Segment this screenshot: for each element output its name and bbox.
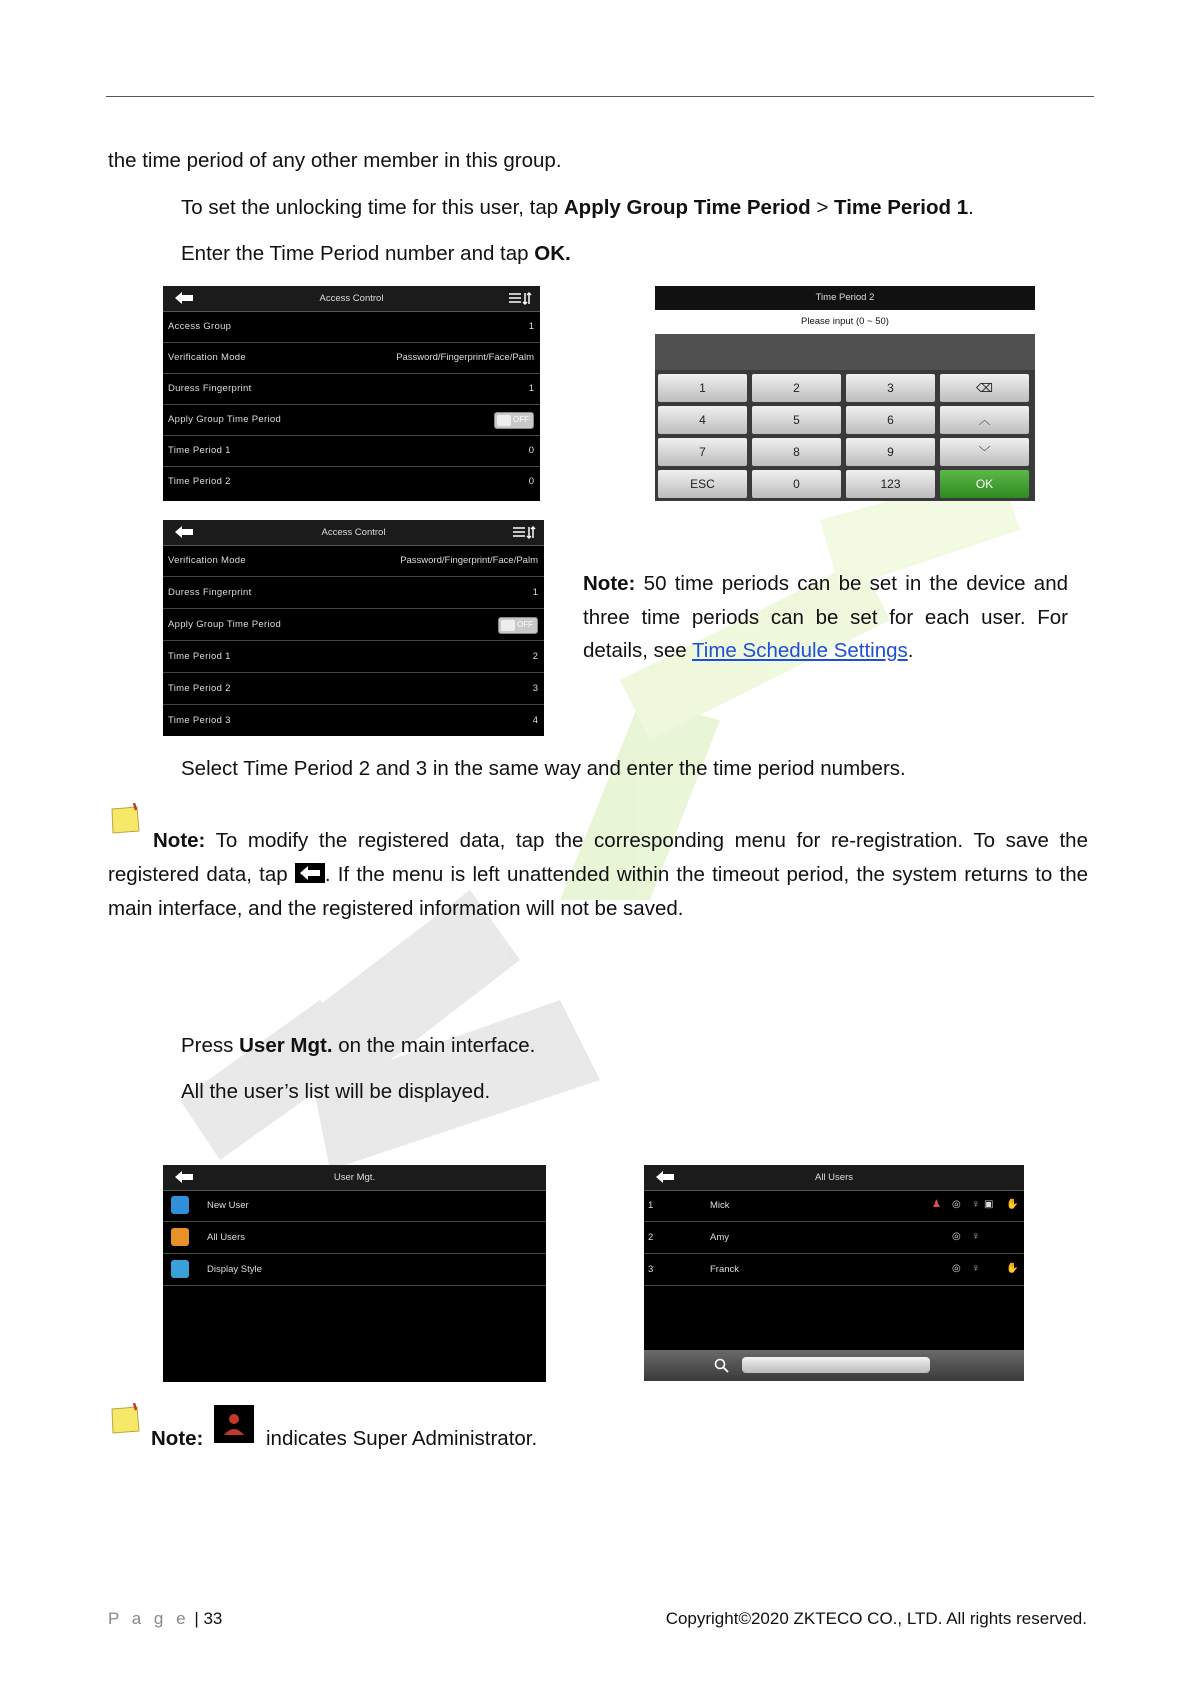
screen-title: Access Control — [321, 527, 386, 538]
note-icon — [110, 1403, 141, 1435]
header-rule — [106, 96, 1094, 97]
step-text: Enter the Time Period number and tap — [181, 242, 535, 265]
key-1[interactable]: 1 — [658, 374, 747, 402]
menu-time-period-1: Time Period 1 — [834, 196, 969, 219]
page-separator: | — [194, 1609, 199, 1628]
screen-header — [163, 1165, 546, 1191]
step-text: To set the unlocking time for this user, tap — [181, 196, 564, 219]
screen-title: User Mgt. — [333, 1172, 376, 1183]
face-icon: ◎ — [952, 1231, 961, 1242]
step-enter-number — [181, 241, 571, 267]
row-value: Password/Fingerprint/Face/Palm — [400, 555, 538, 566]
key-6[interactable]: 6 — [846, 406, 935, 434]
face-icon: ◎ — [952, 1199, 961, 1210]
user-name: Amy — [710, 1232, 729, 1243]
password-icon: ♀ — [972, 1231, 980, 1242]
user-number: 1 — [648, 1200, 654, 1211]
menu-apply-group-time-period: Apply Group Time Period — [563, 196, 811, 219]
menu-display-style[interactable] — [163, 1254, 546, 1286]
menu-user-mgt: User Mgt. — [239, 1034, 333, 1057]
row-access-group[interactable] — [163, 311, 540, 343]
row-value: 0 — [528, 445, 534, 456]
user-row[interactable] — [644, 1190, 1024, 1222]
row-time-period-1[interactable] — [163, 641, 544, 673]
step-select-time-periods: Select Time Period 2 and 3 in the same way and enter the time period numbers. — [181, 757, 906, 780]
user-mgt-screen — [163, 1165, 546, 1382]
row-value: 1 — [528, 383, 534, 394]
footer-copyright: Copyright©2020 ZKTECO CO., LTD. All rights reserved. — [665, 1609, 1087, 1628]
row-time-period-1[interactable] — [163, 435, 540, 467]
row-time-period-2[interactable] — [163, 673, 544, 705]
screen-header — [644, 1165, 1024, 1191]
step-press-user-mgt — [181, 1033, 535, 1059]
screen-header — [163, 520, 544, 546]
toggle-state: OFF — [517, 620, 533, 629]
access-control-screen-2 — [163, 520, 544, 736]
page-label: P a g e — [108, 1609, 190, 1628]
input-display — [655, 334, 1035, 370]
note-super-admin-label — [151, 1426, 203, 1452]
step-text-end: on the main interface. — [332, 1034, 536, 1057]
palm-icon: ✋ — [1006, 1199, 1019, 1210]
row-label: Verification Mode — [168, 555, 246, 566]
note-text: 50 time periods can be set in the device and three time periods can be set for each user. For details, see — [583, 572, 1068, 662]
row-label: Apply Group Time Period — [168, 619, 282, 630]
note-end: . — [907, 639, 914, 662]
row-label: Apply Group Time Period — [168, 414, 282, 425]
step-separator: > — [810, 196, 835, 219]
note-label: Note: — [151, 1427, 204, 1450]
search-bar — [644, 1350, 1024, 1381]
row-time-period-3[interactable] — [163, 705, 544, 736]
toggle-switch[interactable] — [494, 412, 534, 429]
screen-title: All Users — [814, 1172, 853, 1183]
key-4[interactable]: 4 — [658, 406, 747, 434]
back-arrow-icon — [295, 863, 325, 883]
row-label: Time Period 3 — [168, 715, 231, 726]
super-admin-icon: ♟ — [932, 1199, 941, 1210]
note-super-admin-text: indicates Super Administrator. — [266, 1427, 538, 1450]
esc-key[interactable]: ESC — [658, 470, 747, 498]
user-name: Mick — [710, 1200, 730, 1211]
user-number: 2 — [648, 1232, 654, 1243]
key-3[interactable]: 3 — [846, 374, 935, 402]
key-123[interactable]: 123 — [846, 470, 935, 498]
user-row[interactable] — [644, 1254, 1024, 1286]
user-row[interactable] — [644, 1222, 1024, 1254]
row-label: Time Period 2 — [168, 683, 231, 694]
menu-all-users[interactable] — [163, 1222, 546, 1254]
keypad-title: Time Period 2 — [655, 286, 1035, 310]
sort-icon[interactable] — [508, 291, 532, 306]
row-value: 4 — [532, 715, 538, 726]
menu-label: Display Style — [207, 1264, 262, 1275]
row-label: Duress Fingerprint — [168, 383, 252, 394]
footer-page — [108, 1609, 222, 1629]
row-label: Access Group — [168, 321, 232, 332]
key-down[interactable]: ﹀ — [940, 438, 1029, 466]
all-users-screen — [644, 1165, 1024, 1381]
key-7[interactable]: 7 — [658, 438, 747, 466]
super-admin-icon — [214, 1405, 254, 1443]
toggle-state: OFF — [513, 415, 529, 424]
password-icon: ♀ — [972, 1263, 980, 1274]
row-verification-mode[interactable] — [163, 342, 540, 374]
row-label: Time Period 1 — [168, 651, 231, 662]
row-label: Verification Mode — [168, 352, 246, 363]
row-duress-fingerprint[interactable] — [163, 373, 540, 405]
access-control-screen-1 — [163, 286, 540, 501]
row-verification-mode[interactable] — [163, 545, 544, 577]
row-label: Duress Fingerprint — [168, 587, 252, 598]
note-label: Note: — [153, 829, 206, 852]
ok-reference: OK. — [534, 242, 571, 265]
time-period-keypad-screen — [655, 286, 1035, 501]
key-8[interactable]: 8 — [752, 438, 841, 466]
menu-new-user[interactable] — [163, 1190, 546, 1222]
key-0[interactable]: 0 — [752, 470, 841, 498]
toggle-knob — [501, 620, 515, 631]
row-value: 1 — [532, 587, 538, 598]
row-value: 1 — [528, 321, 534, 332]
note-time-periods — [583, 567, 1068, 668]
step-all-users-list: All the user’s list will be displayed. — [181, 1080, 491, 1103]
key-up[interactable]: ︿ — [940, 406, 1029, 434]
menu-label: All Users — [207, 1232, 246, 1243]
key-5[interactable]: 5 — [752, 406, 841, 434]
key-2[interactable]: 2 — [752, 374, 841, 402]
search-icon[interactable] — [714, 1358, 730, 1374]
new-user-icon — [171, 1196, 189, 1214]
page-number: 33 — [203, 1609, 223, 1628]
face-icon: ◎ — [952, 1263, 961, 1274]
step-period: . — [968, 196, 974, 219]
row-label: Time Period 2 — [168, 476, 231, 487]
row-value: Password/Fingerprint/Face/Palm — [396, 352, 534, 363]
step-apply-group-time-period — [181, 195, 974, 221]
note-modify-data — [108, 824, 1088, 926]
menu-label: New User — [207, 1200, 249, 1211]
card-icon: ▣ — [984, 1199, 994, 1210]
display-style-icon — [171, 1260, 189, 1278]
row-time-period-2[interactable] — [163, 466, 540, 497]
toggle-knob — [497, 415, 511, 426]
backspace-key[interactable]: ⌫ — [940, 374, 1029, 402]
row-value: 3 — [532, 683, 538, 694]
note-label: Note: — [583, 572, 636, 595]
time-schedule-settings-link[interactable]: Time Schedule Settings — [692, 639, 908, 662]
row-duress-fingerprint[interactable] — [163, 577, 544, 609]
screen-title: Access Control — [319, 293, 384, 304]
row-apply-group-time-period[interactable] — [163, 404, 540, 436]
ok-key[interactable]: OK — [940, 470, 1029, 498]
user-number: 3 — [648, 1264, 654, 1275]
paragraph-continuation: the time period of any other member in this group. — [108, 149, 562, 172]
palm-icon: ✋ — [1006, 1263, 1019, 1274]
note-text-cont: . If the menu is left unattended within the timeout period, the system returns to the main interface, and the registered information will not be saved. — [108, 863, 1089, 920]
search-input[interactable] — [742, 1357, 930, 1373]
key-9[interactable]: 9 — [846, 438, 935, 466]
sort-icon[interactable] — [512, 525, 536, 540]
user-name: Franck — [710, 1264, 740, 1275]
row-apply-group-time-period[interactable] — [163, 609, 544, 641]
toggle-switch[interactable] — [498, 617, 538, 634]
row-value: 0 — [528, 476, 534, 487]
all-users-icon — [171, 1228, 189, 1246]
password-icon: ♀ — [972, 1199, 980, 1210]
keypad-keys — [655, 370, 1035, 501]
note-text: To modify the registered data, tap the corresponding menu for re-registration. To save the registered data, tap — [108, 829, 1088, 886]
row-label: Time Period 1 — [168, 445, 231, 456]
step-text: Press — [181, 1034, 240, 1057]
screen-header — [163, 286, 540, 312]
row-value: 2 — [532, 651, 538, 662]
keypad-prompt: Please input (0 ~ 50) — [655, 310, 1035, 334]
